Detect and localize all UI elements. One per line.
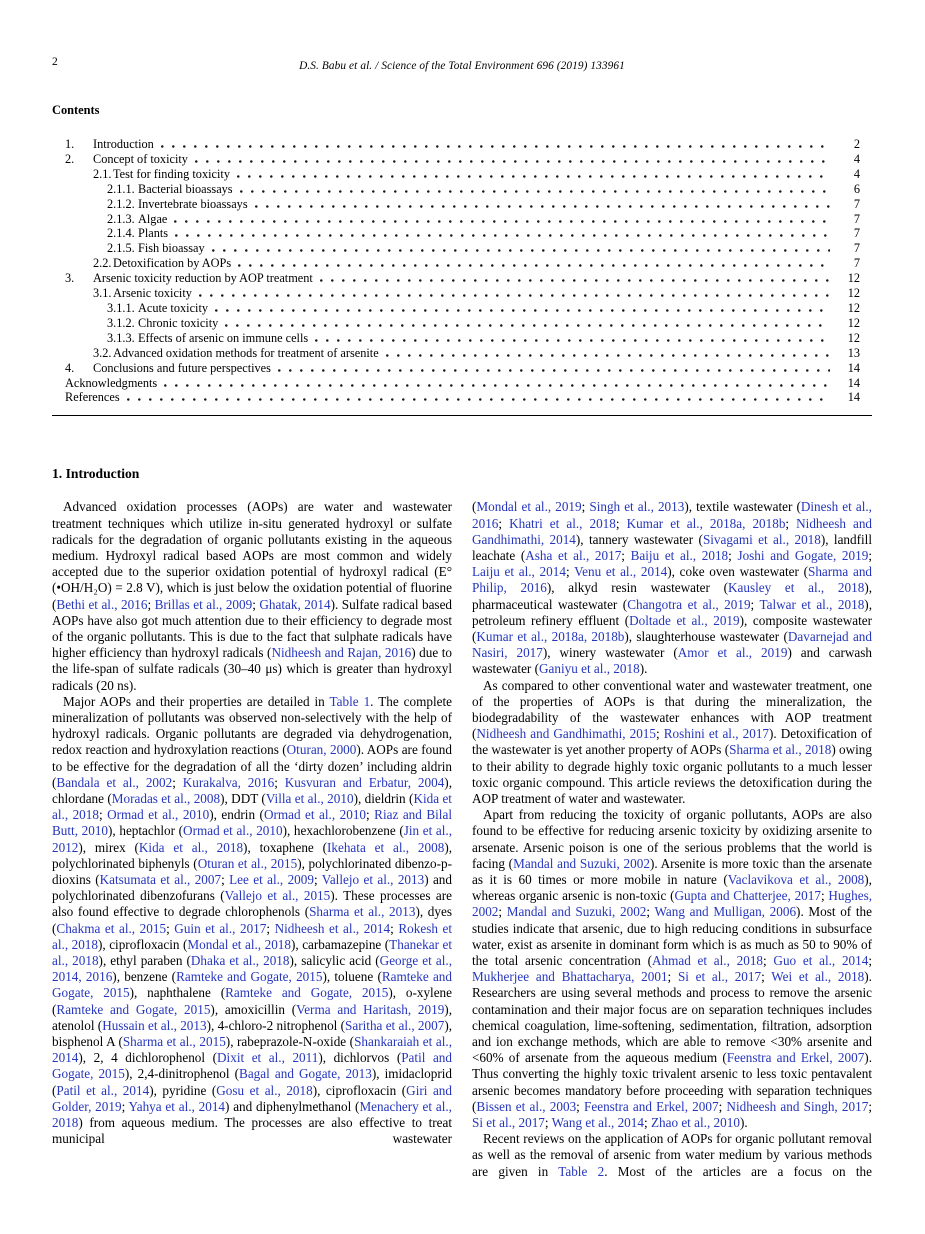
toc-leader-dots [127,398,830,401]
citation-link[interactable]: Kumar et al., 2018a, 2018b [626,515,786,531]
citation-link[interactable]: Bethi et al., 2016 [56,596,148,612]
toc-entry-number: 3.1.1. [107,300,135,315]
citation-link[interactable]: Thanekar et al., 2018 [52,936,452,968]
toc-entry-page: 14 [847,375,860,390]
toc-entry[interactable] [52,241,872,256]
citation-link[interactable]: Gosu et al., 2018 [216,1082,313,1098]
toc-entry-label: Conclusions and future perspectives [93,360,271,375]
toc-entry[interactable] [52,390,872,405]
toc-leader-dots [199,294,830,297]
toc-entry-number: 2. [65,151,75,166]
citation-link[interactable]: Venu et al., 2014 [574,564,668,580]
citation-link[interactable]: Kusvuran and Erbatur, 2004 [284,774,445,790]
citation-link[interactable]: Dixit et al., 2011 [217,1050,319,1066]
toc-leader-dots [278,369,830,372]
toc-leader-dots [175,234,830,237]
toc-entry[interactable] [52,226,872,241]
toc-entry-label: Acknowledgments [65,375,158,390]
toc-entry-page: 6 [853,181,860,196]
citation-link[interactable]: Ahmad et al., 2018 [651,953,764,968]
citation-link[interactable]: Mandal and Suzuki, 2002 [506,904,647,920]
toc-leader-dots [225,324,830,327]
toc-entry-page: 7 [853,211,860,226]
citation-link[interactable]: Nidheesh and Gandhimathi, 2014 [472,515,873,547]
citation-link[interactable]: Changotra et al., 2019 [627,596,751,612]
citation-link[interactable]: Feenstra and Erkel, 2007 [584,1098,719,1114]
toc-entry[interactable] [52,137,872,152]
toc-entry[interactable] [52,212,872,227]
toc-entry-page: 7 [853,256,860,271]
citation-link[interactable]: Giri and Golder, 2019 [52,1082,452,1114]
citation-link[interactable]: Ormad et al., 2010 [263,807,367,823]
citation-link[interactable]: Laiju et al., 2014 [472,564,566,580]
citation-link[interactable]: Sharma et al., 2015 [122,1034,226,1050]
toc-list [52,137,872,405]
citation-link[interactable]: Ormad et al., 2010 [107,807,210,823]
citation-link[interactable]: Ramteke and Gogate, 2015 [52,969,452,1001]
paragraph: (Mondal et al., 2019; Singh et al., 2013), textile wastewater (Dinesh et al., 2016; Khatri et al., 2018; Kumar et al., 2018a, 2018b; Nidheesh and Gandhimathi, 2014), tannery wastewater (Sivagami et al., 2018), landfill leachate (Asha et al., 2017; Baiju et al., 2018; Joshi and Gogate, 2019; Laiju et al., 2014; Venu et al., 2014), coke oven wastewater (Sharma and Philip, 2016), alkyd resin wastewater (Kausley et al., 2018), pharmaceutical wastewater (Changotra et al., 2019; Talwar et al., 2018), petroleum refinery effluent (Doltade et al., 2019), composite wastewater (Kumar et al., 2018a, 2018b), slaughterhouse wastewater (Davarnejad and Nasiri, 2017), winery wastewater (Amor et al., 2019) and carwash wastewater (Ganiyu et al., 2018). [472,499,873,677]
toc-entry-page: 14 [847,360,860,375]
toc-leader-dots [212,249,830,252]
citation-link[interactable]: Roshini et al., 2017 [663,726,770,742]
citation-link[interactable]: Kurakalva, 2016 [182,774,275,790]
toc-entry-page: 7 [853,196,860,211]
toc-entry[interactable] [52,271,872,286]
citation-link[interactable]: Dinesh et al., 2016 [472,499,872,531]
toc-entry[interactable] [52,376,872,391]
toc-entry[interactable] [52,167,872,182]
right-column [472,499,872,1180]
toc-entry-number: 2.2. [93,256,112,271]
toc-leader-dots [215,309,830,312]
citation-link[interactable]: Bagal and Gogate, 2013 [239,1066,372,1082]
toc-entry-page: 4 [853,151,860,166]
toc-leader-dots [237,175,830,178]
citation-link[interactable]: Kida et al., 2018 [52,790,452,823]
contents-title: Contents [52,103,100,117]
citation-link[interactable]: Singh et al., 2013 [589,499,685,515]
citation-link[interactable]: Doltade et al., 2019 [629,612,740,628]
citation-link[interactable]: Amor et al., 2019 [677,645,788,661]
toc-entry[interactable] [52,286,872,301]
table-ref-link[interactable]: Table 1 [329,693,371,709]
citation-link[interactable]: Joshi and Gogate, 2019 [737,547,869,563]
toc-leader-dots [174,220,830,223]
citation-link[interactable]: Rokesh et al., 2018 [52,920,453,952]
toc-entry-number: 2.1.4. [107,226,135,241]
toc-entry-number: 3.1.2. [107,315,135,330]
toc-entry[interactable] [52,197,872,212]
toc-entry-label: Invertebrate bioassays [138,196,248,211]
citation-link[interactable]: Vaclavikova et al., 2008 [727,871,865,887]
citation-link[interactable]: Patil et al., 2014 [56,1082,150,1098]
toc-entry[interactable] [52,182,872,197]
citation-link[interactable]: Lee et al., 2009 [229,871,314,887]
toc-entry-page: 4 [853,166,860,181]
citation-link[interactable]: Baiju et al., 2018 [630,547,729,563]
citation-link[interactable]: Sharma and Philip, 2016 [472,564,873,596]
toc-entry[interactable] [52,152,872,167]
citation-link[interactable]: Bandala et al., 2002 [56,774,173,790]
toc-entry-page: 12 [847,271,860,286]
left-column [52,499,452,1180]
paragraph: Advanced oxidation processes (AOPs) are water and wastewater treatment techniques which utilize in-situ generated hydroxyl or sulfate radicals for the degradation of organic pollutants existing in the aqueous medium. Hydroxyl radical based AOPs are most common and widely accepted due to the superior oxidation potential of hydroxyl radical (E°(•OH/H₂O) = 2.8 V), which is just below the oxidation potential of fluorine (Bethi et al., 2016; Brillas et al., 2009; Ghatak, 2014). Sulfate radical based AOPs have also got much attention due to their efficiency to degrade most of the organic pollutants. This is due to the fact that sulphate radicals have higher efficiency than hydroxyl radicals (Nidheesh and Rajan, 2016) due to the life-span of sulfate radicals (30–40 μs) which is greater than hydroxyl radicals (20 ns). [52,499,453,693]
citation-link[interactable]: Vallejo et al., 2015 [224,888,331,904]
citation-link[interactable]: Kausley et al., 2018 [728,580,865,596]
citation-link[interactable]: Hussain et al., 2013 [102,1017,207,1033]
citation-link[interactable]: Verma and Haritash, 2019 [296,1001,445,1017]
citation-link[interactable]: Patil and Gogate, 2015 [52,1050,452,1082]
paragraph: As compared to other conventional water and wastewater treatment, one of the properties of AOPs is that during the mineralization, the biodegradability of the wastewater enhances with AOP treatment (Nidheesh and Gandhimathi, 2015; Roshini et al., 2017). Detoxification of the wastewater is yet another property of AOPs (Sharma et al., 2018) owing to their ability to degrade highly toxic organic pollutants to a much lesser toxic organic compound. This article reviews the detoxification during the AOP treatment of water and wastewater. [472,677,873,806]
citation-link[interactable]: Saritha et al., 2007 [345,1017,445,1033]
citation-link[interactable]: Oturan, 2000 [286,742,357,758]
toc-entry-number: 3.1.3. [107,330,135,345]
toc-entry-label: Fish bioassay [138,241,205,256]
citation-link[interactable]: Ramteke and Gogate, 2015 [176,969,323,985]
citation-link[interactable]: Menachery et al., 2018 [52,1098,452,1131]
page-header [52,0,872,72]
citation-link[interactable]: Asha et al., 2017 [525,547,622,563]
citation-link[interactable]: Si et al., 2017 [677,969,762,985]
toc-entry-label: Algae [138,211,168,226]
citation-link[interactable]: Moradas et al., 2008 [111,790,221,806]
citation-link[interactable]: Ghatak, 2014 [259,596,331,612]
citation-link[interactable]: Khatri et al., 2018 [509,515,616,531]
citation-link[interactable]: Ramteke and Gogate, 2015 [225,985,389,1001]
contents-divider [52,415,872,416]
citation-link[interactable]: Ramteke and Gogate, 2015 [56,1001,211,1017]
citation-link[interactable]: Hughes, 2002 [472,888,872,920]
toc-leader-dots [386,354,830,357]
toc-entry-page: 12 [847,330,860,345]
toc-entry-label: Advanced oxidation methods for treatment of arsenite [113,345,379,360]
citation-link[interactable]: Ganiyu et al., 2018 [539,661,640,677]
toc-entry[interactable] [52,346,872,361]
citation-link[interactable]: Bissen et al., 2003 [476,1098,577,1114]
toc-entry-label: Acute toxicity [138,300,209,315]
citation-link[interactable]: Davarnejad and Nasiri, 2017 [472,628,872,661]
citation-link[interactable]: Chakma et al., 2015 [56,920,167,936]
citation-link[interactable]: Nidheesh and Gandhimathi, 2015 [476,726,656,742]
citation-link[interactable]: Nidheesh et al., 2014 [274,920,391,936]
citation-link[interactable]: Katsumata et al., 2007 [99,871,222,887]
citation-link[interactable]: Brillas et al., 2009 [154,596,253,612]
toc-entry[interactable] [52,361,872,376]
toc-entry-page: 13 [847,345,860,360]
toc-entry-number: 2.1. [93,166,112,181]
toc-leader-dots [315,339,830,342]
toc-entry-number: 3.1. [93,286,112,301]
citation-link[interactable]: Gupta and Chatterjee, 2017 [674,888,821,904]
citation-link[interactable]: Vallejo et al., 2013 [321,871,425,887]
toc-entry-page: 12 [847,286,860,301]
toc-entry-label: Test for finding toxicity [113,166,230,181]
toc-entry-page: 14 [847,390,860,405]
citation-link[interactable]: Dhaka et al., 2018 [190,953,290,968]
toc-entry-number: 2.1.3. [107,211,135,226]
toc-leader-dots [320,279,830,282]
toc-leader-dots [238,264,830,267]
toc-entry-label: Effects of arsenic on immune cells [138,330,309,345]
citation-link[interactable]: Riaz and Bilal Butt, 2010 [52,807,452,839]
citation-link[interactable]: Mukherjee and Bhattacharya, 2001 [472,969,668,985]
toc-leader-dots [161,145,830,148]
citation-link[interactable]: Mandal and Suzuki, 2002 [513,855,650,871]
citation-link[interactable]: Feenstra and Erkel, 2007 [726,1050,865,1066]
citation-link[interactable]: Jin et al., 2012 [52,823,453,855]
toc-entry-label: Plants [138,226,169,241]
toc-entry[interactable] [52,256,872,271]
running-head: D.S. Babu et al. / Science of the Total Environment 696 (2019) 133961 [299,60,625,72]
citation-link[interactable]: Yahya et al., 2014 [128,1098,226,1114]
citation-link[interactable]: Guo et al., 2014 [773,953,869,968]
toc-entry-page: 7 [853,241,860,256]
toc-entry[interactable] [52,316,872,331]
citation-link[interactable]: Kumar et al., 2018a, 2018b [476,628,625,644]
citation-link[interactable]: Nidheesh and Rajan, 2016 [271,645,412,661]
citation-link[interactable]: Sharma et al., 2018 [729,742,832,758]
toc-entry-page: 12 [847,300,860,315]
article-body [52,499,872,1180]
toc-entry-page: 12 [847,315,860,330]
toc-leader-dots [164,384,830,387]
section-heading: 1. Introduction [52,466,140,482]
citation-link[interactable]: Talwar et al., 2018 [759,596,865,612]
citation-link[interactable]: Ormad et al., 2010 [183,823,283,839]
toc-entry-label: Chronic toxicity [138,315,219,330]
citation-link[interactable]: Zhao et al., 2010 [650,1115,740,1131]
citation-link[interactable]: Kida et al., 2018 [138,839,244,855]
toc-entry-label: References [65,390,120,405]
page-number: 2 [52,56,58,68]
paragraph: Recent reviews on the application of AOPs for organic pollutant removal as well as the removal of arsenic from water medium by various methods are given in Table 2. Most of the articles are a focus on the [472,1131,872,1179]
toc-leader-dots [240,190,830,193]
toc-entry-page: 2 [853,137,860,151]
citation-link[interactable]: Nidheesh and Singh, 2017 [726,1098,869,1114]
citation-link[interactable]: Wang and Mulligan, 2006 [654,904,797,920]
toc-entry[interactable] [52,301,872,316]
citation-link[interactable]: Si et al., 2017 [472,1115,545,1131]
table-ref-link[interactable]: Table 2 [558,1163,605,1179]
citation-link[interactable]: Sivagami et al., 2018 [702,531,821,547]
toc-entry-label: Arsenic toxicity reduction by AOP treatment [93,271,313,286]
toc-entry-number: 4. [65,360,75,375]
paragraph: Apart from reducing the toxicity of organic pollutants, AOPs are also found to be effective for reducing arsenic toxicity by oxidizing arsenite to arsenate. Arsenic poison is one of the serious problems that the world is facing (Mandal and Suzuki, 2002). Arsenite is more toxic than the arsenate as it is 60 times or more mobile in nature (Vaclavikova et al., 2008), whereas organic arsenic is non-toxic (Gupta and Chatterjee, 2017; Hughes, 2002; Mandal and Suzuki, 2002; Wang and Mulligan, 2006). Most of the studies indicate that arsenic, due to high reducing conditions in subsurface water, exist as arsenite in dominant form which is as much as 50 to 90% of the total arsenic concentration (Ahmad et al., 2018; Guo et al., 2014; Mukherjee and Bhattacharya, 2001; Si et al., 2017; Wei et al., 2018). Researchers are using several methods and process to remove the arsenic contamination and their major focus are on separation techniques includes chemical coagulation, lime-softening, sedimentation, filtration, adsorption and ion exchange methods, which are able to remove <30% arsenite and <60% of arsenate from the aqueous medium (Feenstra and Erkel, 2007). Thus converting the highly toxic trivalent arsenic to less toxic pentavalent arsenic becomes mandatory before proceeding with separation techniques (Bissen et al., 2003; Feenstra and Erkel, 2007; Nidheesh and Singh, 2017; Si et al., 2017; Wang et al., 2014; Zhao et al., 2010). [472,807,873,1131]
toc-entry[interactable] [52,331,872,346]
toc-entry-number: 1. [65,137,75,151]
paragraph: Major AOPs and their properties are detailed in Table 1. The complete mineralization of pollutants was observed non-selectively with the help of hydroxyl radicals. Organic pollutants are degraded via dehydrogenation, redox reaction and hydroxylation reactions (Oturan, 2000). AOPs are found to be effective for the degradation of all the ‘dirty dozen’ including aldrin (Bandala et al., 2002; Kurakalva, 2016; Kusvuran and Erbatur, 2004), chlordane (Moradas et al., 2008), DDT (Villa et al., 2010), dieldrin (Kida et al., 2018; Ormad et al., 2010), endrin (Ormad et al., 2010; Riaz and Bilal Butt, 2010), heptachlor (Ormad et al., 2010), hexachlorobenzene (Jin et al., 2012), mirex (Kida et al., 2018), toxaphene (Ikehata et al., 2008), polychlorinated biphenyls (Oturan et al., 2015), polychlorinated dibenzo-p-dioxins (Katsumata et al., 2007; Lee et al., 2009; Vallejo et al., 2013) and polychlorinated dibenzofurans (Vallejo et al., 2015). These processes are also found effective to degrade chlorophenols (Sharma et al., 2013), dyes (Chakma et al., 2015; Guin et al., 2017; Nidheesh et al., 2014; Rokesh et al., 2018), ciprofloxacin (Mondal et al., 2018), carbamazepine (Thanekar et al., 2018), ethyl paraben (Dhaka et al., 2018), salicylic acid (George et al., 2014, 2016), benzene (Ramteke and Gogate, 2015), toluene (Ramteke and Gogate, 2015), naphthalene (Ramteke and Gogate, 2015), o-xylene (Ramteke and Gogate, 2015), amoxicillin (Verma and Haritash, 2019), atenolol (Hussain et al., 2013), 4-chloro-2 nitrophenol (Saritha et al., 2007), bisphenol A (Sharma et al., 2015), rabeprazole-N-oxide (Shankaraiah et al., 2014), 2, 4 dichlorophenol (Dixit et al., 2011), dichlorvos (Patil and Gogate, 2015), 2,4-dinitrophenol (Bagal and Gogate, 2013), imidacloprid (Patil et al., 2014), pyridine (Gosu et al., 2018), ciprofloxacin (Giri and Golder, 2019; Yahya et al., 2014) and diphenylmethanol (Menachery et al., 2018) from aqueous medium. The processes are also effective to treat municipal wastewater [52,693,453,1147]
citation-link[interactable]: Sharma et al., 2013 [309,904,416,920]
citation-link[interactable]: George et al., 2014, 2016 [52,953,452,985]
toc-entry-label: Bacterial bioassays [138,181,233,196]
citation-link[interactable]: Villa et al., 2010 [265,790,354,806]
toc-entry-number: 2.1.5. [107,241,135,256]
citation-link[interactable]: Mondal et al., 2019 [476,499,582,515]
toc-leader-dots [255,205,830,208]
citation-link[interactable]: Ikehata et al., 2008 [327,839,445,855]
toc-entry-label: Introduction [93,137,154,151]
toc-entry-label: Concept of toxicity [93,151,188,166]
toc-entry-label: Detoxification by AOPs [113,256,232,271]
toc-entry-number: 2.1.2. [107,196,135,211]
toc-leader-dots [195,160,830,163]
citation-link[interactable]: Wei et al., 2018 [771,969,865,985]
toc-entry-number: 3.2. [93,345,112,360]
toc-entry-number: 2.1.1. [107,181,135,196]
citation-link[interactable]: Wang et al., 2014 [551,1115,644,1131]
citation-link[interactable]: Guin et al., 2017 [174,920,267,936]
citation-link[interactable]: Mondal et al., 2018 [187,936,291,952]
citation-link[interactable]: Oturan et al., 2015 [197,855,298,871]
toc-entry-label: Arsenic toxicity [113,286,192,301]
toc-entry-page: 7 [853,226,860,241]
toc-entry-number: 3. [65,271,75,286]
citation-link[interactable]: Shankaraiah et al., 2014 [52,1034,452,1066]
